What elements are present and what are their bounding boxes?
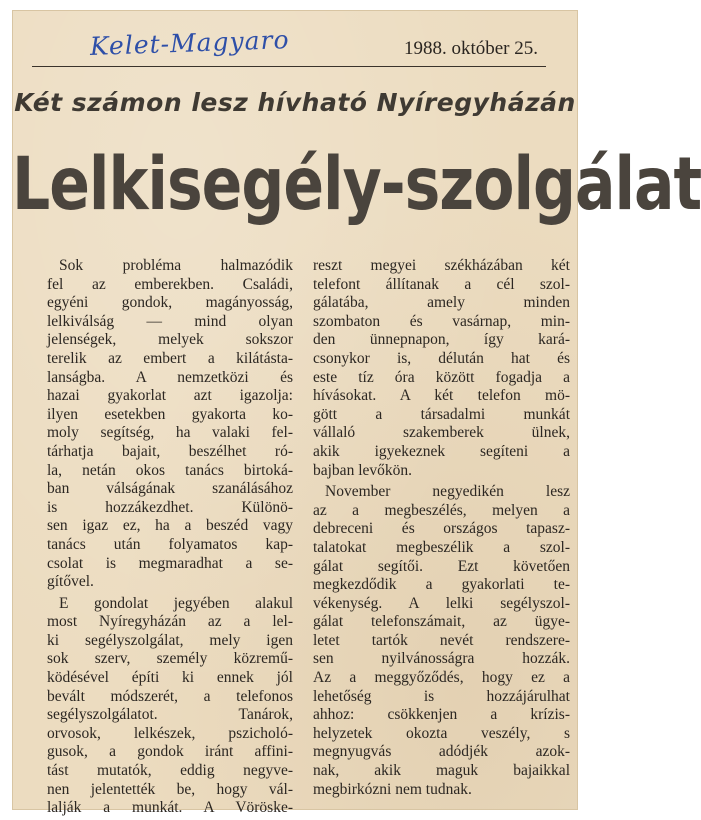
text-line: az a megbeszélés, melyen a	[313, 501, 570, 519]
text-line: fel az emberekben. Családi,	[47, 275, 293, 293]
text-line: sok szerv, személy közremű-	[47, 650, 293, 668]
text-line: orvosok, lelkészek, pszicholó-	[47, 724, 293, 742]
text-line: bevált módszerét, a telefonos	[47, 687, 293, 705]
article-kicker: Két számon lesz hívható Nyíregyházán	[14, 88, 576, 117]
text-line: akik igyekeznek segíteni a	[313, 442, 570, 460]
text-line: ilyen esetekben gyakorta ko-	[47, 405, 293, 423]
text-line: lanságba. A nemzetközi és	[47, 368, 293, 386]
text-line: vállaló szakemberek ülnek,	[313, 424, 570, 442]
text-line: ki segélyszolgálat, mely igen	[47, 631, 293, 649]
text-line: helyzetek okozta veszély, s	[313, 724, 570, 742]
text-line: lehetőség is hozzájárulhat	[313, 687, 570, 705]
text-line: tárhatja bajait, beszélhet ró-	[47, 442, 293, 460]
text-line: sen nyilvánosságra hozzák.	[313, 650, 570, 668]
text-line: gött a társadalmi munkát	[313, 405, 570, 423]
text-line: szombaton és vasárnap, min-	[313, 312, 570, 330]
text-line: letet tartók nevét rendszere-	[313, 631, 570, 649]
text-line: nak, akik maguk bajaikkal	[313, 762, 570, 780]
text-line: vékenység. A lelki segélyszol-	[313, 594, 570, 612]
text-line: ködésével építi ki ennek jól	[47, 669, 293, 687]
text-line: November negyedikén lesz	[325, 483, 570, 501]
text-line: megkezdődik a gyakorlati te-	[313, 576, 570, 594]
text-line: este tíz óra között fogadja a	[313, 368, 570, 386]
text-line: jelenségek, melyek sokszor	[47, 331, 293, 349]
text-line: talatokat megbeszélik a szol-	[313, 538, 570, 556]
article-column-left	[47, 257, 293, 818]
text-line: csolat is megmaradhat a se-	[47, 554, 293, 572]
text-line: debreceni és országos tapasz-	[313, 520, 570, 538]
text-line: megbirkózni nem tudnak.	[313, 780, 472, 798]
handwritten-source-note: Kelet-Magyaro	[89, 25, 291, 61]
text-line: hazai gyakorlat azt igazolja:	[47, 387, 293, 405]
text-line: moly segítség, ha valaki fel-	[47, 424, 293, 442]
text-line: den ünnepnapon, így kará-	[313, 331, 570, 349]
text-line: telefont állítanak a cél szol-	[313, 275, 570, 293]
text-line: bajban levőkön.	[313, 461, 413, 479]
article-column-right	[313, 257, 570, 799]
text-line: is hozzákezdhet. Különö-	[47, 498, 293, 516]
text-line: gálat segítői. Ezt követően	[313, 557, 570, 575]
text-line: gálatába, amely minden	[313, 294, 570, 312]
text-line: tanács után folyamatos kap-	[47, 535, 293, 553]
text-line: ban válságának szanálásához	[47, 480, 293, 498]
text-line: gálat telefonszámait, az ügye-	[313, 613, 570, 631]
text-line: Az a meggyőződés, hogy ez a	[313, 669, 570, 687]
text-line: segélyszolgálatot. Tanárok,	[47, 706, 293, 724]
text-line: terelik az embert a kilátásta-	[47, 349, 293, 367]
text-line: hívásokat. A két telefon mö-	[313, 387, 570, 405]
text-line: megnyugvás adódjék azok-	[313, 743, 570, 761]
text-line: Sok probléma halmazódik	[59, 257, 293, 274]
text-line: gítővel.	[47, 573, 94, 591]
text-line: reszt megyei székházában két	[313, 257, 570, 274]
publication-date: 1988. október 25.	[403, 38, 538, 59]
text-line: gusok, a gondok iránt affini-	[47, 743, 293, 761]
text-line: ahhoz: csökkenjen a krízis-	[313, 706, 570, 724]
text-line: sen igaz ez, ha a beszéd vagy	[47, 517, 293, 535]
text-line: lalják a munkát. A Vöröske-	[47, 799, 293, 817]
text-line: egyéni gondok, magányosság,	[47, 294, 293, 312]
header-rule	[32, 66, 546, 67]
text-line: E gondolat jegyében alakul	[59, 594, 293, 612]
text-line: la, netán okos tanács birtoká-	[47, 461, 293, 479]
article-headline: Lelkisegély-szolgálat	[12, 141, 701, 228]
text-line: csonykor is, délután hat és	[313, 349, 570, 367]
text-line: nen jelentették be, hogy vál-	[47, 780, 293, 798]
text-line: most Nyíregyházán az a lel-	[47, 613, 293, 631]
text-line: tást mutatók, eddig negyve-	[47, 762, 293, 780]
text-line: lelkiválság — mind olyan	[47, 312, 293, 330]
